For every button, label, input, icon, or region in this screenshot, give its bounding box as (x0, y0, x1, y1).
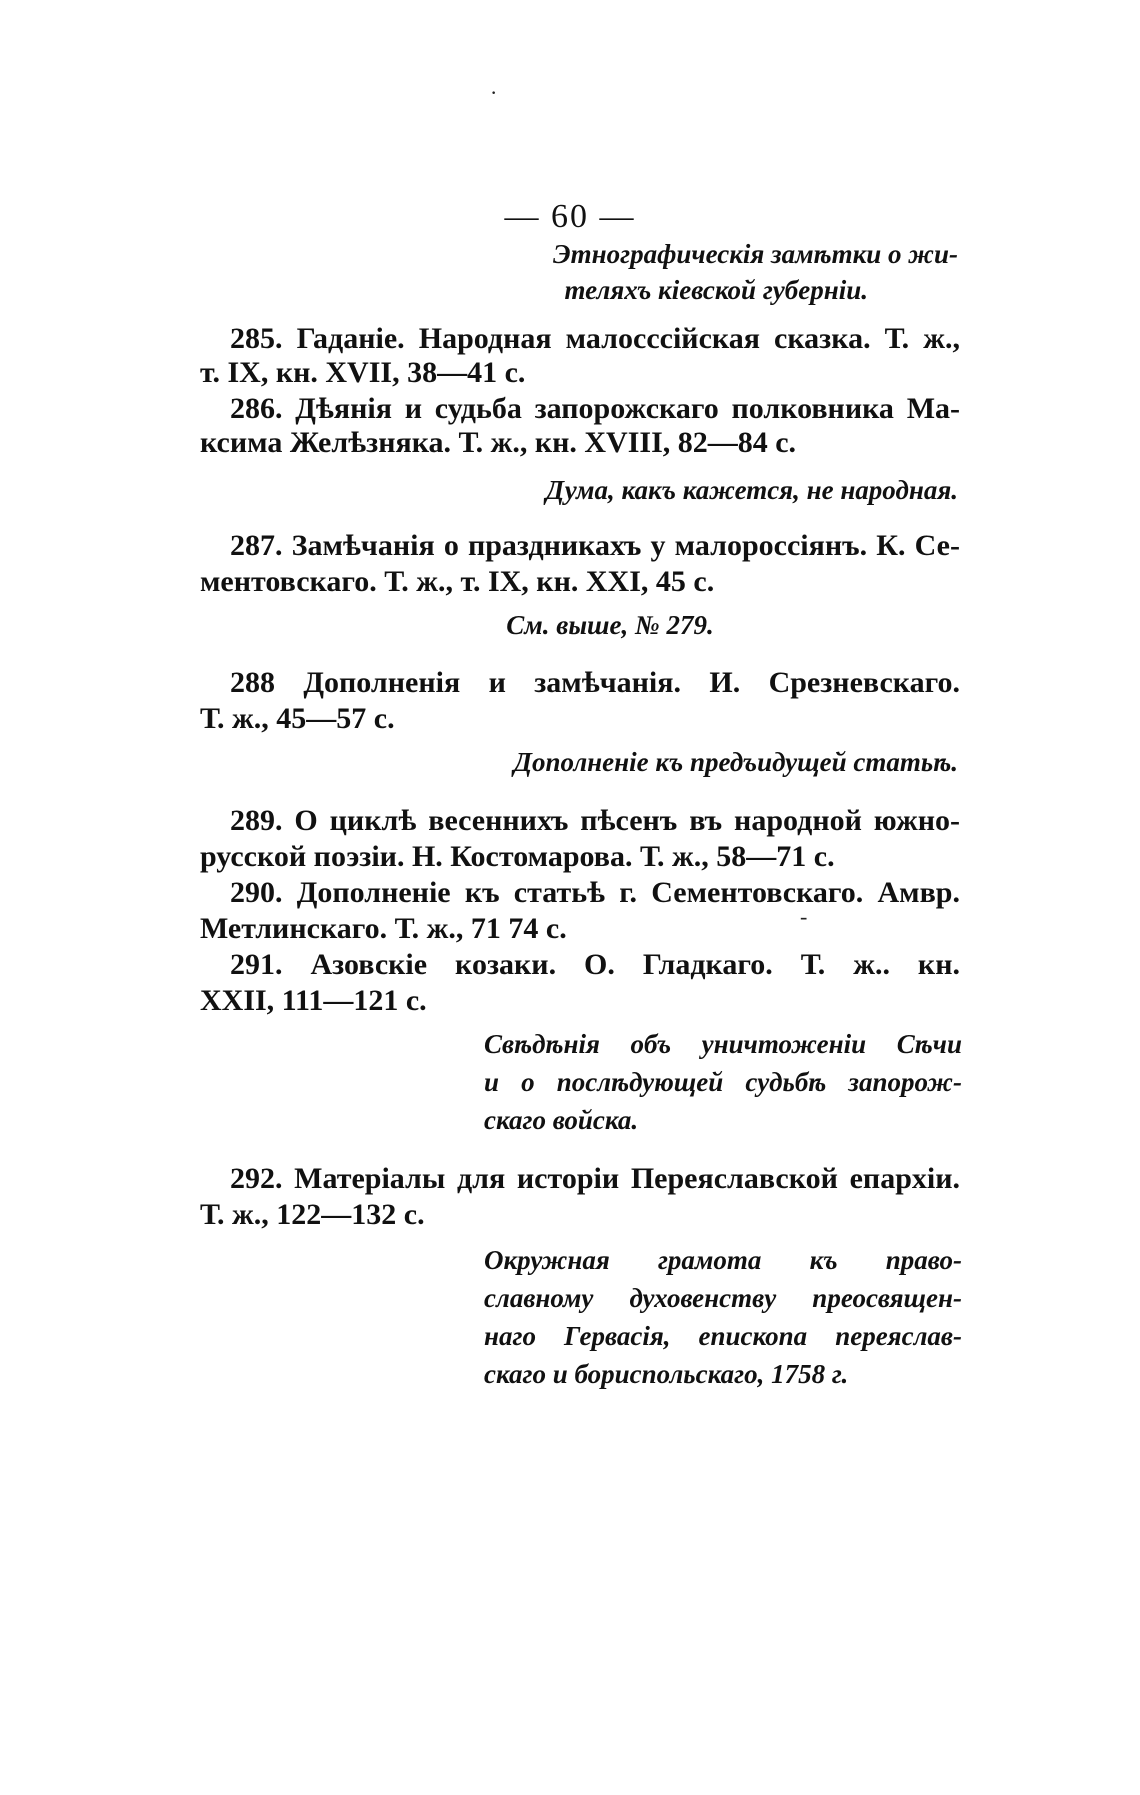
entry-292-note-line-1: Окружная грамота къ право- (484, 1245, 962, 1275)
entry-290-line-1: 290. Дополненіе къ статьѣ г. Сементовскаго. Амвр. (230, 876, 960, 909)
stray-dot: · (490, 80, 498, 105)
entry-291-note-line-3: скаго войска. (484, 1105, 639, 1135)
entry-292-note-line-2: славному духовенству преосвящен- (484, 1283, 962, 1313)
entry-291-note-line-2: и о послѣдующей судьбѣ запорож- (484, 1067, 962, 1097)
entry-286-line-2: ксима Желѣзняка. Т. ж., кн. XVIII, 82—84 с. (200, 426, 797, 459)
entry-286-note: Дума, какъ кажется, не народная. (545, 475, 958, 505)
entry-288-line-2: Т. ж., 45—57 с. (200, 702, 395, 735)
intro-note-line-2: теляхъ кіевской губерніи. (564, 275, 868, 305)
entry-289-line-2: русской поэзіи. Н. Костомарова. Т. ж., 58—71 с. (200, 840, 835, 873)
entry-287-line-2: ментовскаго. Т. ж., т. IX, кн. XXI, 45 с. (200, 565, 715, 598)
entry-286-line-1: 286. Дѣянія и судьба запорожскаго полковника Ма- (230, 392, 960, 425)
entry-291-note-line-1: Свѣдѣнія объ уничтоженіи Сѣчи (484, 1029, 962, 1059)
entry-285-line-2: т. IX, кн. XVII, 38—41 с. (200, 356, 526, 389)
entry-292-line-2: Т. ж., 122—132 с. (200, 1198, 425, 1231)
entry-287-note: См. выше, № 279. (506, 610, 714, 640)
page-number: — 60 — (504, 198, 636, 235)
entry-288-line-1: 288 Дополненія и замѣчанія. И. Срезневскаго. (230, 666, 960, 699)
entry-289-line-1: 289. О циклѣ весеннихъ пѣсенъ въ народной южно- (230, 804, 960, 837)
entry-292-note-line-3: наго Гервасія, епископа переяслав- (484, 1321, 962, 1351)
entry-290-line-2: Метлинскаго. Т. ж., 71 74 с. (200, 912, 567, 945)
entry-288-note: Дополненіе къ предъидущей статьѣ. (513, 747, 958, 777)
entry-285-line-1: 285. Гаданіе. Народная малосссійская сказка. Т. ж., (230, 322, 960, 355)
entry-292-note-line-4: скаго и бориспольскаго, 1758 г. (484, 1359, 849, 1389)
stray-dash: - (800, 904, 808, 929)
entry-291-line-2: XXII, 111—121 с. (200, 984, 427, 1017)
entry-291-line-1: 291. Азовскіе козаки. О. Гладкаго. Т. ж.. кн. (230, 948, 960, 981)
entry-287-line-1: 287. Замѣчанія о праздникахъ у малороссіянъ. К. Се- (230, 529, 960, 562)
intro-note-line-1: Этнографическія замѣтки о жи- (553, 239, 958, 269)
entry-292-line-1: 292. Матеріалы для исторіи Переяславской епархіи. (230, 1162, 960, 1195)
